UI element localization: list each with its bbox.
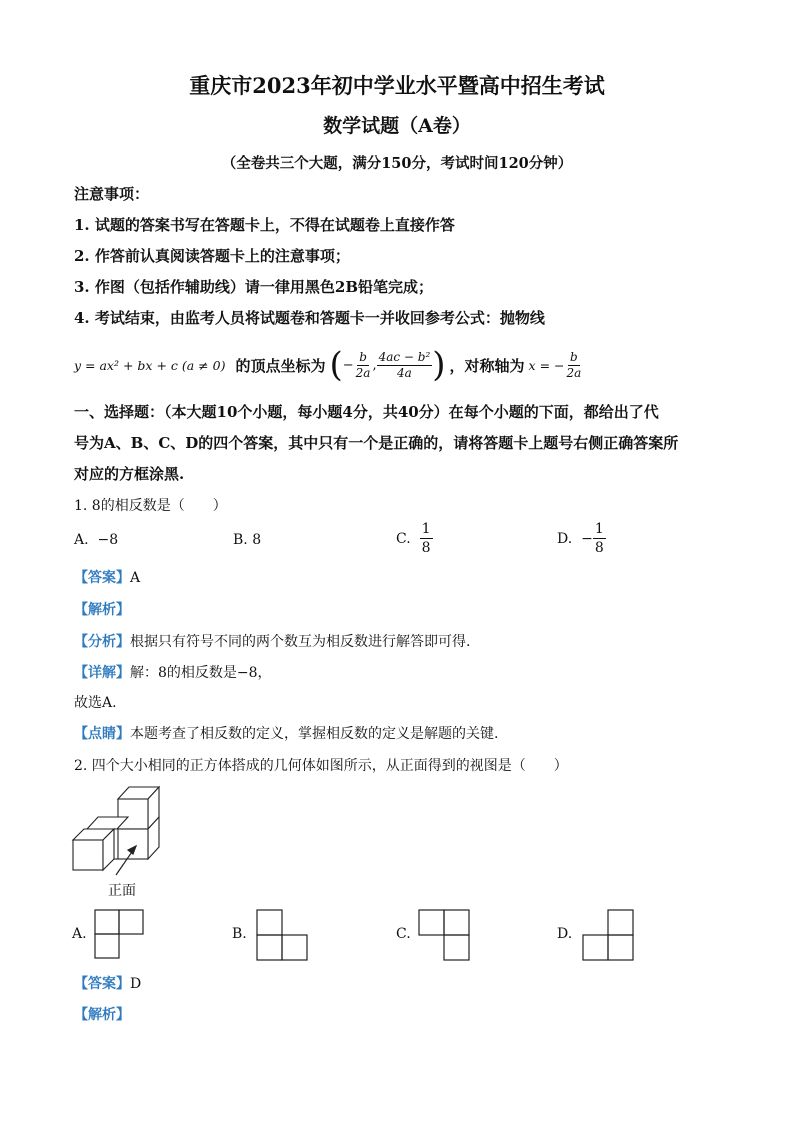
vertex-y-fraction: $\frac{\text{4ac − b²}}{4a}$ bbox=[378, 349, 431, 380]
q1-option-c: C. $\frac{1}{8}$ bbox=[396, 521, 431, 556]
q2-answer: 【答案】D bbox=[74, 976, 142, 992]
parabola-formula: y = ax² + bx + c (a ≠ 0) bbox=[74, 357, 226, 373]
exam-title: 重庆市2023年初中学业水平暨高中招生考试 bbox=[189, 73, 605, 98]
vertex-x-fraction: $\frac{b}{2a}$ bbox=[355, 349, 371, 380]
q2-option-a-figure bbox=[94, 909, 144, 959]
exam-note: （全卷共三个大题，满分150分，考试时间120分钟） bbox=[221, 155, 573, 172]
section1-line-2: 号为A、B、C、D的四个答案，其中只有一个是正确的，请将答题卡上题号右侧正确答案所 bbox=[74, 434, 679, 452]
q1-xiangjie: 【详解】解：8的相反数是−8， bbox=[74, 665, 272, 681]
q1-option-a: A. −8 bbox=[74, 532, 119, 548]
q1-answer: 【答案】A bbox=[74, 570, 141, 586]
q1-option-b: B. 8 bbox=[233, 532, 262, 548]
q2-option-d-label: D. bbox=[557, 926, 573, 942]
notice-item-1: 1. 试题的答案书写在答题卡上，不得在试题卷上直接作答 bbox=[74, 216, 455, 234]
vertex-coordinates: ( − $\frac{b}{2a}$ , $\frac{\text{4ac − b²}}{4a}$ ) bbox=[329, 345, 446, 385]
axis-formula: x = − $\frac{b}{2a}$ bbox=[528, 349, 582, 380]
q1-fenxi: 【分析】根据只有符号不同的两个数互为相反数进行解答即可得. bbox=[74, 634, 471, 650]
axis-label: ，对称轴为 bbox=[449, 356, 525, 375]
notice-item-3: 3. 作图（包括作辅助线）请一律用黑色2B铅笔完成； bbox=[74, 278, 433, 296]
formula-line bbox=[74, 340, 583, 390]
figure-front-label: 正面 bbox=[108, 883, 136, 899]
q2-stem: 2. 四个大小相同的正方体搭成的几何体如图所示，从正面得到的视图是（ ） bbox=[74, 758, 568, 774]
q1-dianjing: 【点睛】本题考查了相反数的定义，掌握相反数的定义是解题的关键. bbox=[74, 726, 499, 742]
q2-option-a-label: A. bbox=[72, 926, 87, 942]
q1-analysis-tag: 【解析】 bbox=[74, 602, 130, 618]
vertex-label: 的顶点坐标为 bbox=[235, 356, 326, 375]
q2-option-b-label: B. bbox=[232, 926, 247, 942]
notice-item-4: 4. 考试结束，由监考人员将试题卷和答题卡一并收回参考公式：抛物线 bbox=[74, 309, 545, 327]
q1-option-d: D. − $\frac{1}{8}$ bbox=[557, 521, 604, 556]
q1-conclusion: 故选A. bbox=[74, 695, 117, 711]
q2-option-d-figure bbox=[582, 909, 634, 961]
q2-analysis-tag: 【解析】 bbox=[74, 1007, 130, 1023]
notice-item-2: 2. 作答前认真阅读答题卡上的注意事项； bbox=[74, 247, 350, 265]
q2-option-c-figure bbox=[418, 909, 470, 961]
q2-option-b-figure bbox=[256, 909, 308, 961]
section1-line-3: 对应的方框涂黑. bbox=[74, 465, 185, 483]
q1-stem: 1. 8的相反数是（ ） bbox=[74, 498, 227, 514]
q2-option-c-label: C. bbox=[396, 926, 411, 942]
section1-line-1: 一、选择题：（本大题10个小题，每小题4分，共40分）在每个小题的下面，都给出了代 bbox=[74, 403, 659, 421]
exam-subtitle: 数学试题（A卷） bbox=[323, 115, 471, 137]
notice-heading: 注意事项： bbox=[74, 185, 150, 203]
